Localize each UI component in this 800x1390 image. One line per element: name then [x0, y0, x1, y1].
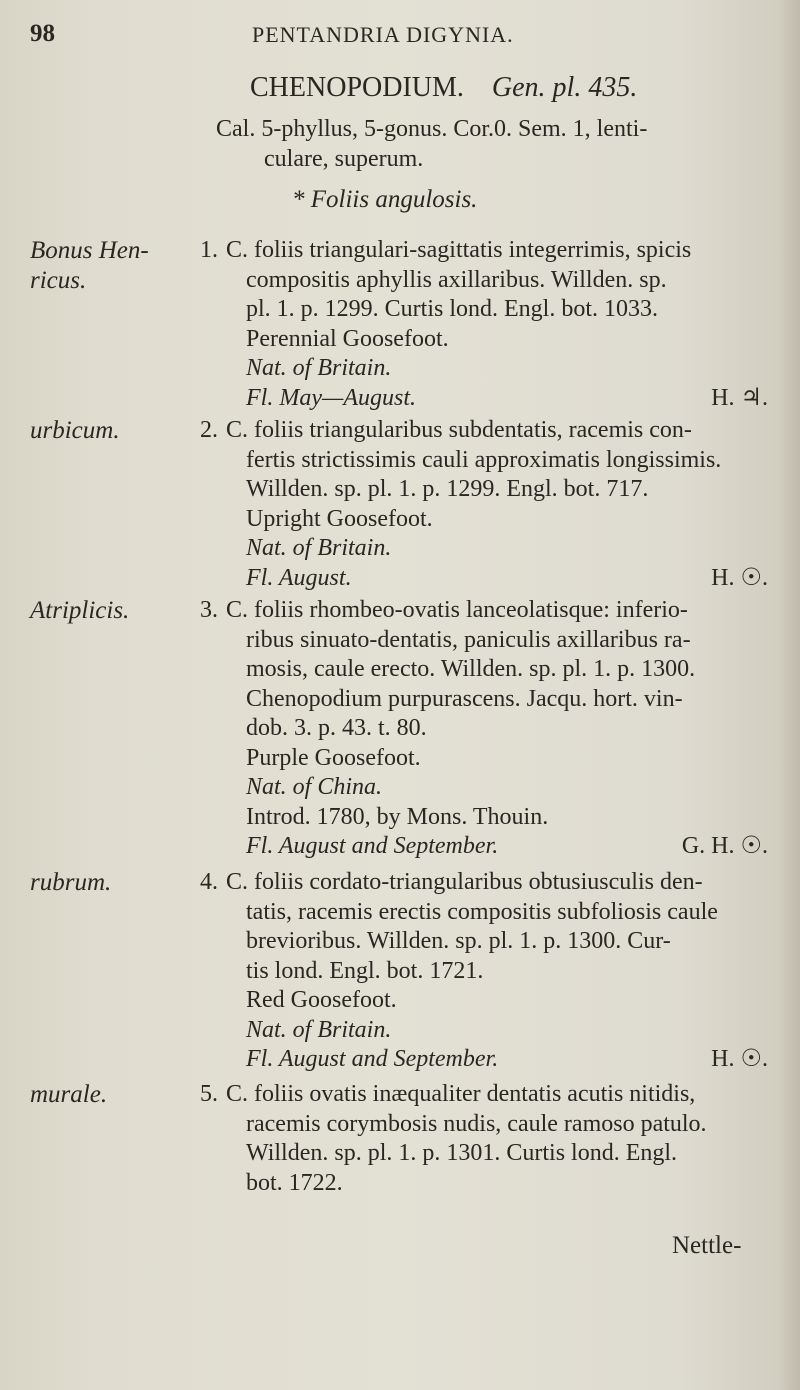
flowering-time: Fl. August. [246, 564, 352, 591]
description-line: pl. 1. p. 1299. Curtis lond. Engl. bot. 1033. [246, 296, 659, 322]
description-line: Nat. of Britain. [246, 1016, 392, 1043]
flowering-time: Fl. August and September. [246, 1046, 499, 1072]
page-number: 98 [30, 20, 55, 47]
section-heading: * Foliis angulosis. [292, 186, 478, 213]
flowering-time: Fl. August and September. [246, 833, 499, 859]
species-number: 3. [200, 597, 218, 623]
genus-heading [250, 72, 637, 104]
description-line: racemis corymbosis nudis, caule ramoso patulo. [246, 1110, 707, 1137]
description-line: compositis aphyllis axillaribus. Willden. sp. [246, 266, 667, 293]
description-line: C. foliis rhombeo-ovatis lanceolatisque: inferio- [226, 597, 688, 623]
description-line: brevioribus. Willden. sp. pl. 1. p. 1300. Cur- [246, 928, 671, 954]
species-description [200, 236, 780, 413]
genus-character [216, 114, 786, 174]
running-head: PENTANDRIA DIGYNIA. [252, 22, 514, 47]
description-line: tis lond. Engl. bot. 1721. [246, 957, 484, 984]
description-line: Willden. sp. pl. 1. p. 1299. Engl. bot. 717. [246, 476, 649, 502]
page-header [0, 20, 800, 56]
description-line: bot. 1722. [246, 1169, 343, 1196]
species-description [200, 868, 780, 1075]
genus-character-line: culare, superum. [264, 146, 424, 172]
duration-mark: G. H. ☉. [681, 833, 768, 859]
description-line: mosis, caule erecto. Willden. sp. pl. 1. p. 1300. [246, 656, 696, 682]
species-trivial-name: Atriplicis. [30, 597, 130, 624]
description-line: Nat. of Britain. [246, 535, 392, 561]
duration-mark: H. ♃. [711, 384, 768, 411]
genus-name: CHENOPODIUM. [250, 72, 464, 103]
trivial-name-line: ricus. [30, 267, 87, 294]
duration-mark: H. ☉. [711, 564, 768, 591]
description-line: Nat. of China. [246, 774, 383, 800]
description-line: Nat. of Britain. [246, 355, 392, 381]
description-line: C. foliis triangulari-sagittatis integerrimis, spicis [226, 237, 692, 263]
description-line: ribus sinuato-dentatis, paniculis axillaribus ra- [246, 626, 691, 653]
description-line: Purple Goosefoot. [246, 744, 421, 771]
description-line: C. foliis triangularibus subdentatis, racemis con- [226, 417, 692, 443]
species-trivial-name: rubrum. [30, 869, 112, 896]
description-line: Introd. 1780, by Mons. Thouin. [246, 803, 549, 830]
species-number: 2. [200, 417, 218, 443]
genus-character-line: Cal. 5-phyllus, 5-gonus. Cor.0. Sem. 1, lenti- [216, 116, 648, 142]
genus-citation: Gen. pl. 435. [491, 72, 638, 103]
species-trivial-name: urbicum. [30, 417, 120, 444]
description-line: tatis, racemis erectis compositis subfoliosis caule [246, 898, 718, 925]
description-line: fertis strictissimis cauli approximatis longissimis. [246, 446, 722, 473]
description-line: C. foliis ovatis inæqualiter dentatis acutis nitidis, [226, 1081, 696, 1107]
description-line: Red Goosefoot. [246, 987, 397, 1013]
description-line: dob. 3. p. 43. t. 80. [246, 715, 427, 741]
description-line: Perennial Goosefoot. [246, 325, 449, 352]
page-edge-shadow [778, 0, 800, 1390]
catchword: Nettle- [672, 1232, 742, 1259]
description-line: Chenopodium purpurascens. Jacqu. hort. vin- [246, 685, 683, 712]
species-trivial-name [30, 236, 180, 296]
flowering-time: Fl. May—August. [246, 384, 416, 411]
species-description [200, 416, 780, 593]
species-number: 5. [200, 1081, 218, 1107]
description-line: Willden. sp. pl. 1. p. 1301. Curtis lond. Engl. [246, 1140, 678, 1166]
species-number: 4. [200, 869, 218, 895]
species-description [200, 1080, 780, 1198]
species-description [200, 596, 780, 862]
duration-mark: H. ☉. [711, 1046, 768, 1072]
species-trivial-name: murale. [30, 1081, 108, 1108]
description-line: Upright Goosefoot. [246, 505, 433, 532]
trivial-name-line: Bonus Hen- [30, 237, 149, 264]
description-line: C. foliis cordato-triangularibus obtusiusculis den- [226, 869, 703, 895]
species-number: 1. [200, 237, 218, 263]
